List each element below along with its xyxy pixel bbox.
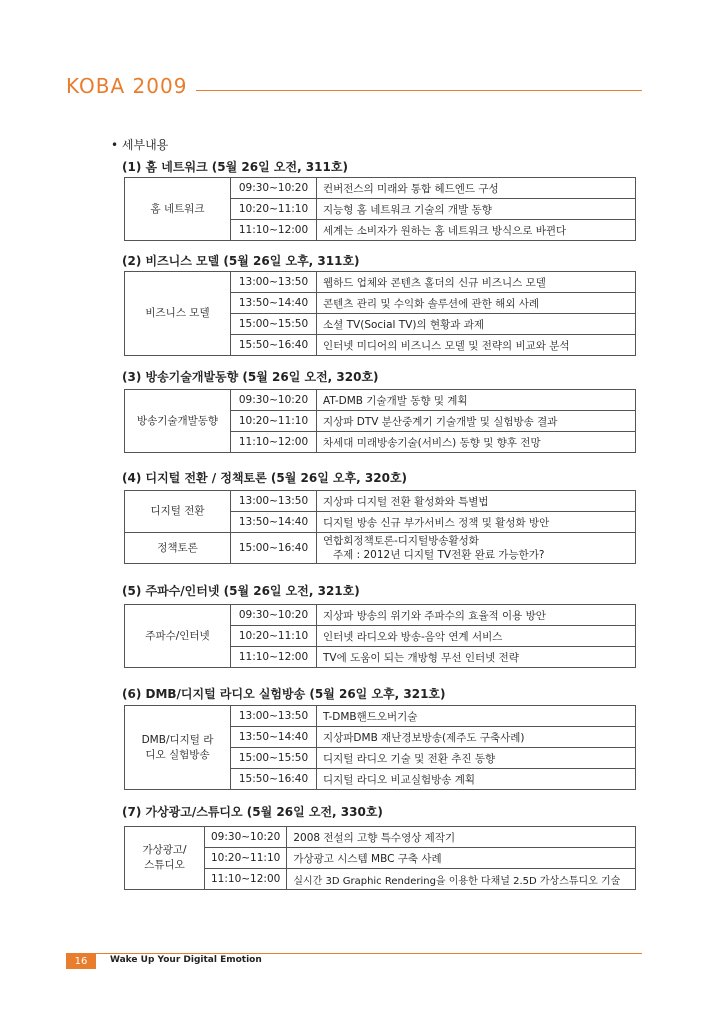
- category-cell: 주파수/인터넷: [125, 605, 231, 668]
- time-cell: 15:50~16:40: [231, 335, 317, 356]
- time-cell: 11:10~12:00: [231, 647, 317, 668]
- time-cell: 15:00~15:50: [231, 748, 317, 769]
- section-title-broadcast-tech: (3) 방송기술개발동향 (5월 26일 오전, 320호): [122, 370, 379, 384]
- time-cell: 09:30~10:20: [205, 827, 287, 848]
- table-row: [125, 491, 636, 512]
- time-cell: 13:50~14:40: [231, 293, 317, 314]
- topic-cell: 콘텐츠 관리 및 수익화 솔루션에 관한 해외 사례: [317, 293, 636, 314]
- time-cell: 13:50~14:40: [231, 727, 317, 748]
- topic-cell: 지능형 홈 네트워크 기술의 개발 동향: [317, 199, 636, 220]
- session-table-frequency-internet: [124, 604, 636, 668]
- topic-cell: 세계는 소비자가 원하는 홈 네트워크 방식으로 바뀐다: [317, 220, 636, 241]
- session-table-digital-transition: [124, 490, 636, 564]
- section-title-virtual-ad-studio: (7) 가상광고/스튜디오 (5월 26일 오전, 330호): [122, 805, 383, 819]
- time-cell: 11:10~12:00: [205, 869, 287, 890]
- table-row: [125, 390, 636, 411]
- page-number: 16: [66, 954, 96, 969]
- topic-cell: 가상광고 시스템 MBC 구축 사례: [287, 848, 636, 869]
- table-row: [125, 706, 636, 727]
- topic-cell: [317, 533, 636, 564]
- table-row: [125, 605, 636, 626]
- topic-cell: 지상파 DTV 분산중계기 기술개발 및 실험방송 결과: [317, 411, 636, 432]
- category-cell: DMB/디지털 라디오 실험방송: [125, 706, 231, 790]
- time-cell: 13:50~14:40: [231, 512, 317, 533]
- time-cell: 09:30~10:20: [231, 605, 317, 626]
- time-cell: 13:00~13:50: [231, 491, 317, 512]
- section-heading: • 세부내용: [111, 138, 169, 152]
- time-cell: 10:20~11:10: [205, 848, 287, 869]
- category-cell: 홈 네트워크: [125, 178, 231, 241]
- time-cell: 09:30~10:20: [231, 178, 317, 199]
- time-cell: 11:10~12:00: [231, 432, 317, 453]
- topic-cell: 소셜 TV(Social TV)의 현황과 과제: [317, 314, 636, 335]
- time-cell: 13:00~13:50: [231, 272, 317, 293]
- topic-cell: 웹하드 업체와 콘텐츠 홀더의 신규 비즈니스 모델: [317, 272, 636, 293]
- table-row: [125, 178, 636, 199]
- topic-cell: 디지털 방송 신규 부가서비스 정책 및 활성화 방안: [317, 512, 636, 533]
- session-table-broadcast-tech: [124, 389, 636, 453]
- topic-cell: 디지털 라디오 기술 및 전환 추진 동향: [317, 748, 636, 769]
- time-cell: 15:00~16:40: [231, 533, 317, 564]
- topic-cell: AT-DMB 기술개발 동향 및 계획: [317, 390, 636, 411]
- section-title-dmb-radio: (6) DMB/디지털 라디오 실험방송 (5월 26일 오후, 321호): [122, 687, 446, 701]
- header-rule: [196, 90, 642, 91]
- topic-cell: 인터넷 라디오와 방송-음악 연계 서비스: [317, 626, 636, 647]
- topic-cell: 실시간 3D Graphic Rendering을 이용한 다채널 2.5D 가상스튜디오 기술: [287, 869, 636, 890]
- time-cell: 11:10~12:00: [231, 220, 317, 241]
- category-cell: 비즈니스 모델: [125, 272, 231, 356]
- topic-line: 연합회정책토론-디지털방송활성화: [323, 535, 479, 547]
- session-table-dmb-radio: [124, 705, 636, 790]
- section-title-digital-transition: (4) 디지털 전환 / 정책토론 (5월 26일 오후, 320호): [122, 471, 408, 485]
- session-table-business-model: [124, 271, 636, 356]
- time-cell: 10:20~11:10: [231, 199, 317, 220]
- topic-cell: 디지털 라디오 비교실험방송 계획: [317, 769, 636, 790]
- koba-logo: KOBA 2009: [66, 74, 188, 98]
- topic-cell: TV에 도움이 되는 개방형 무선 인터넷 전략: [317, 647, 636, 668]
- table-row: [125, 827, 636, 848]
- time-cell: 09:30~10:20: [231, 390, 317, 411]
- time-cell: 10:20~11:10: [231, 411, 317, 432]
- category-cell: 가상광고/ 스튜디오: [125, 827, 205, 890]
- topic-cell: 차세대 미래방송기술(서비스) 동향 및 향후 전망: [317, 432, 636, 453]
- topic-cell: 컨버전스의 미래와 통합 헤드엔드 구성: [317, 178, 636, 199]
- table-row: [125, 272, 636, 293]
- topic-cell: 인터넷 미디어의 비즈니스 모델 및 전략의 비교와 분석: [317, 335, 636, 356]
- category-cell: 방송기술개발동향: [125, 390, 231, 453]
- footer-rule: [66, 953, 642, 954]
- time-cell: 10:20~11:10: [231, 626, 317, 647]
- time-cell: 13:00~13:50: [231, 706, 317, 727]
- topic-cell: 지상파 방송의 위기와 주파수의 효율적 이용 방안: [317, 605, 636, 626]
- section-title-frequency-internet: (5) 주파수/인터넷 (5월 26일 오전, 321호): [122, 584, 360, 598]
- footer-tagline: Wake Up Your Digital Emotion: [110, 955, 262, 965]
- session-table-home-network: [124, 177, 636, 241]
- topic-cell: T-DMB핸드오버기술: [317, 706, 636, 727]
- time-cell: 15:50~16:40: [231, 769, 317, 790]
- section-title-home-network: (1) 홈 네트워크 (5월 26일 오전, 311호): [122, 160, 348, 174]
- category-cell: 정책토론: [125, 533, 231, 564]
- category-cell: 디지털 전환: [125, 491, 231, 533]
- section-title-business-model: (2) 비즈니스 모델 (5월 26일 오후, 311호): [122, 254, 360, 268]
- topic-cell: 지상파 디지털 전환 활성화와 특별법: [317, 491, 636, 512]
- topic-subline: 주제 : 2012년 디지털 TV전환 완료 가능한가?: [333, 549, 545, 561]
- topic-cell: 지상파DMB 재난경보방송(제주도 구축사례): [317, 727, 636, 748]
- session-table-virtual-ad-studio: [124, 826, 636, 890]
- time-cell: 15:00~15:50: [231, 314, 317, 335]
- table-row: [125, 533, 636, 564]
- topic-cell: 2008 전설의 고향 특수영상 제작기: [287, 827, 636, 848]
